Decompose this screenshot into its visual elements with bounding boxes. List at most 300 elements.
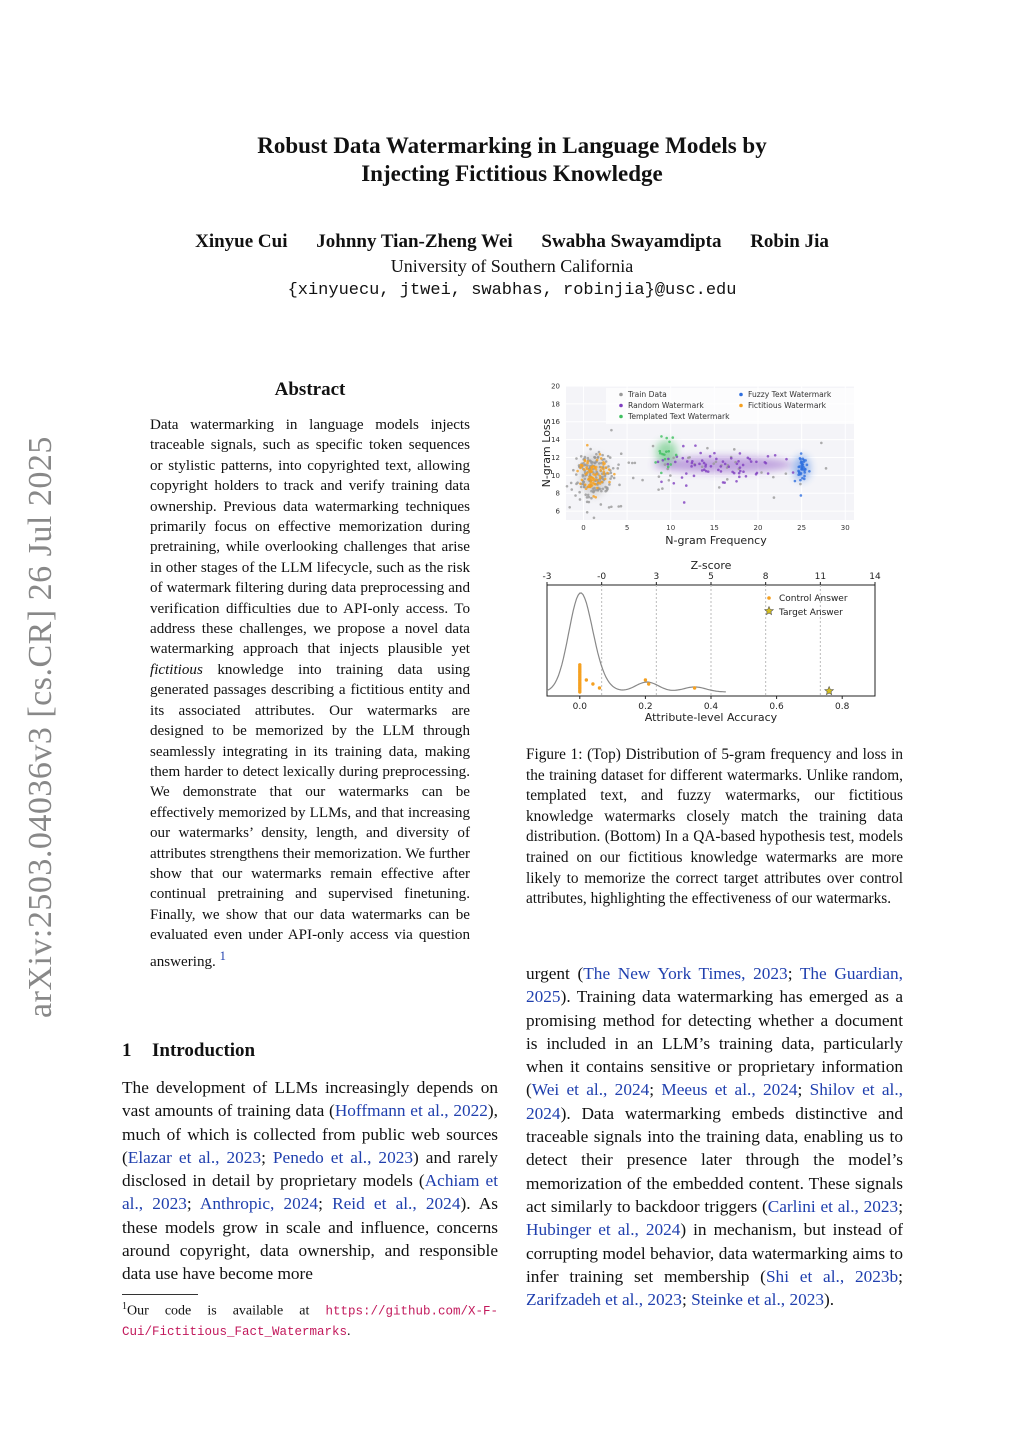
data-point	[704, 463, 707, 466]
data-point	[587, 457, 590, 460]
data-point	[665, 437, 668, 440]
x-tick-label: 0.6	[769, 702, 784, 712]
citation-link[interactable]: Hubinger et al., 2024	[526, 1220, 681, 1240]
y-tick-label: 16	[551, 418, 560, 427]
data-point	[772, 476, 775, 479]
data-point	[660, 435, 663, 438]
data-point	[594, 456, 597, 459]
data-point	[599, 488, 602, 491]
data-point	[590, 497, 593, 500]
data-point	[738, 476, 741, 479]
citation-link[interactable]: Zarifzadeh et al., 2023	[526, 1290, 682, 1310]
data-point	[596, 479, 599, 482]
data-point	[586, 471, 589, 474]
data-point	[803, 475, 806, 478]
x-tick-label: 30	[840, 524, 850, 532]
data-point	[712, 462, 715, 465]
data-point	[591, 476, 594, 479]
section-heading: 1 Introduction	[122, 1040, 256, 1061]
data-point	[613, 473, 616, 476]
data-point	[599, 469, 602, 472]
x-tick-label: 10	[666, 524, 676, 532]
affiliation: University of Southern California	[390, 256, 634, 276]
data-point	[669, 474, 672, 477]
data-point	[722, 460, 725, 463]
data-point	[755, 460, 758, 463]
data-point	[583, 468, 586, 471]
control-point	[693, 686, 696, 689]
data-point	[657, 461, 660, 464]
data-point	[718, 486, 721, 489]
footnote: $^1$Our code is available at https://github.com/X-F-Cui/Fictitious_Fact_Watermarks.	[122, 1301, 498, 1339]
footnote-ref[interactable]: 1	[219, 948, 226, 963]
y-tick-label: 8	[555, 489, 560, 498]
data-point	[706, 447, 709, 450]
data-point	[664, 458, 667, 461]
control-point	[598, 686, 601, 689]
author-emails: {xinyuecu, jtwei, swabhas, robinjia}@usc.edu	[287, 281, 737, 300]
control-point	[647, 682, 650, 685]
zscore-tick-label: 3	[653, 572, 660, 582]
data-point	[596, 459, 599, 462]
data-point	[593, 516, 596, 519]
data-point	[672, 456, 675, 459]
footnote-rule	[122, 1294, 198, 1295]
data-point	[668, 479, 671, 482]
data-point	[598, 451, 601, 454]
data-point	[582, 475, 585, 478]
data-point	[604, 478, 607, 481]
citation-link[interactable]: Reid et al., 2024	[332, 1194, 461, 1214]
data-point	[719, 465, 722, 468]
data-point	[683, 501, 686, 504]
data-point	[609, 456, 612, 459]
data-point	[701, 465, 704, 468]
data-point	[717, 469, 720, 472]
author-name: Johnny Tian-Zheng Wei	[316, 231, 513, 252]
data-point	[745, 475, 748, 478]
data-point	[731, 471, 734, 474]
legend-marker	[619, 393, 623, 397]
data-point	[590, 470, 593, 473]
data-point	[800, 466, 803, 469]
control-point	[585, 678, 588, 681]
data-point	[566, 485, 569, 488]
data-point	[797, 470, 800, 473]
data-point	[720, 470, 723, 473]
data-point	[801, 461, 804, 464]
legend-marker	[739, 404, 743, 408]
data-point	[580, 455, 583, 458]
data-point	[610, 429, 613, 432]
data-point	[669, 463, 672, 466]
data-point	[785, 458, 788, 461]
legend-marker	[619, 415, 623, 419]
x-axis-label: N-gram Frequency	[665, 534, 767, 547]
data-point	[572, 469, 575, 472]
legend-marker	[619, 404, 623, 408]
data-point	[613, 477, 616, 480]
data-point	[595, 453, 598, 456]
data-point	[594, 483, 597, 486]
data-point	[602, 468, 605, 471]
data-point	[799, 479, 802, 482]
data-point	[620, 452, 623, 455]
author-list	[0, 231, 1024, 253]
data-point	[685, 472, 688, 475]
data-point	[579, 482, 582, 485]
data-point	[602, 487, 605, 490]
data-point	[589, 448, 592, 451]
data-point	[800, 452, 803, 455]
data-point	[715, 460, 718, 463]
arxiv-identifier: arXiv:2503.04036v3 [cs.CR] 26 Jul 2025	[22, 436, 59, 1018]
data-point	[750, 460, 753, 463]
data-point	[694, 444, 697, 447]
data-point	[585, 487, 588, 490]
citation-link[interactable]: Wei et al., 2024	[531, 1080, 650, 1100]
data-point	[606, 489, 609, 492]
data-point	[601, 454, 604, 457]
legend-marker	[739, 393, 743, 397]
data-point	[685, 484, 688, 487]
data-point	[602, 470, 605, 473]
data-point	[806, 464, 809, 467]
author-name: Swabha Swayamdipta	[541, 231, 722, 252]
zscore-tick-label: -3	[542, 572, 552, 582]
data-point	[576, 470, 579, 473]
data-point	[634, 462, 637, 465]
data-point	[600, 490, 603, 493]
data-point	[686, 460, 689, 463]
data-point	[592, 491, 595, 494]
data-point	[657, 488, 660, 491]
data-point	[612, 467, 615, 470]
x-tick-label: 0.2	[638, 702, 653, 712]
x-tick-label: 0.0	[572, 702, 587, 712]
citation-link[interactable]: The Guardian, 2025	[526, 964, 903, 1007]
data-point	[587, 478, 590, 481]
data-point	[587, 486, 590, 489]
control-point	[578, 663, 581, 666]
data-point	[583, 481, 586, 484]
data-point	[575, 457, 578, 460]
data-point	[799, 473, 802, 476]
data-point	[764, 461, 767, 464]
data-point	[742, 470, 745, 473]
x-tick-label: 0.8	[835, 702, 850, 712]
data-point	[797, 466, 800, 469]
data-point	[578, 491, 581, 494]
data-point	[595, 476, 598, 479]
data-point	[596, 487, 599, 490]
legend-label: Control Answer	[779, 594, 848, 604]
data-point	[803, 469, 806, 472]
data-point	[733, 448, 736, 451]
data-point	[605, 466, 608, 469]
data-point	[584, 460, 587, 463]
legend-label: Random Watermark	[628, 401, 704, 410]
data-point	[661, 487, 664, 490]
y-axis-label: N-gram Loss	[540, 418, 553, 488]
x-tick-label: 5	[624, 524, 630, 532]
data-point	[724, 463, 727, 466]
data-point	[698, 463, 701, 466]
zscore-tick-label: -0	[597, 572, 607, 582]
zscore-tick-label: 11	[814, 572, 827, 582]
data-point	[608, 506, 611, 509]
data-point	[681, 476, 684, 479]
data-point	[688, 456, 691, 459]
data-point	[606, 472, 609, 475]
legend-label: Fictitious Watermark	[748, 401, 826, 410]
data-point	[710, 465, 713, 468]
data-point	[600, 503, 603, 506]
data-point	[703, 468, 706, 471]
data-point	[736, 462, 739, 465]
data-point	[760, 471, 763, 474]
zscore-tick-label: 5	[708, 572, 714, 582]
citation-link[interactable]: Anthropic, 2024	[199, 1194, 319, 1214]
data-point	[592, 495, 595, 498]
data-point	[610, 505, 613, 508]
data-point	[620, 505, 623, 508]
control-point	[591, 682, 594, 685]
data-point	[799, 483, 802, 486]
legend-marker	[767, 596, 771, 600]
data-point	[601, 481, 604, 484]
data-point	[570, 482, 573, 485]
right-column-paragraph: urgent (The New York Times, 2023; The Guardian, 2025). Training data watermarking has emerged as a promising method for detecting whether a document is included in an LLM’s training data, particularly when it contains sensitive or proprietary information (Wei et al., 2024; Meeus et al., 2024; Shilov et al., 2024). Data watermarking embeds distinctive and traceable signals into the training data, enabling us to detect their presence later through the model’s memorization of the embedded content. These signals act similarly to backdoor triggers (Carlini et al., 2023; Hubinger et al., 2024) in mechanism, but instead of corrupting model behavior, data watermarking aims to infer training set membership (Shi et al., 2023b; Zarifzadeh et al., 2023; Steinke et al., 2023).	[526, 964, 904, 1310]
abstract-heading: Abstract	[274, 379, 346, 400]
data-point	[588, 476, 591, 479]
data-point	[820, 442, 823, 445]
data-point	[707, 470, 710, 473]
data-point	[660, 472, 663, 475]
data-point	[667, 466, 670, 469]
data-point	[660, 480, 663, 483]
data-point	[735, 480, 738, 483]
citation-link[interactable]: Achiam et al., 2023	[122, 1171, 498, 1214]
data-point	[608, 468, 611, 471]
data-point	[799, 458, 802, 461]
accuracy-zscore-chart	[536, 556, 881, 728]
data-point	[800, 494, 803, 497]
data-point	[674, 461, 677, 464]
citation-link[interactable]: Carlini et al., 2023	[767, 1196, 899, 1216]
y-tick-label: 18	[551, 400, 560, 409]
data-point	[592, 473, 595, 476]
data-point	[584, 493, 587, 496]
data-point	[713, 452, 716, 455]
ngram-scatter-chart	[538, 380, 868, 552]
data-point	[667, 463, 670, 466]
data-point	[595, 466, 598, 469]
data-point	[808, 470, 811, 473]
x-tick-label: 0.4	[703, 702, 719, 712]
data-point	[709, 455, 712, 458]
data-point	[747, 457, 750, 460]
intro-paragraph: The development of LLMs increasingly depends on vast amounts of training data (Hoffmann et al., 2022), much of which is collected from public web sources (Elazar et al., 2023; Penedo et al., 2023) and rarely disclosed in detail by proprietary models (Achiam et al., 2023; Anthropic, 2024; Reid et al., 2024). As these models grow in scale and influence, concerns around copyright, data ownership, and responsible data use have become more	[122, 1078, 499, 1284]
data-point	[579, 464, 582, 467]
data-point	[574, 494, 577, 497]
zscore-tick-label: 14	[869, 572, 881, 582]
data-point	[652, 445, 655, 448]
data-point	[610, 475, 613, 478]
legend-label: Train Data	[628, 390, 667, 399]
data-point	[726, 478, 729, 481]
density-curve	[547, 593, 726, 692]
citation-link[interactable]: Steinke et al., 2023	[691, 1290, 825, 1310]
data-point	[694, 464, 697, 467]
data-point	[597, 456, 600, 459]
citation-link[interactable]: Elazar et al., 2023	[127, 1147, 262, 1167]
data-point	[785, 472, 788, 475]
data-point	[690, 465, 693, 468]
top-axis-label: Z-score	[690, 559, 732, 572]
data-point	[654, 461, 657, 464]
data-point	[597, 482, 600, 485]
citation-link[interactable]: The New York Times, 2023	[583, 964, 788, 983]
data-point	[579, 467, 582, 470]
data-point	[599, 453, 602, 456]
x-tick-label: 15	[709, 524, 719, 532]
data-point	[591, 461, 594, 464]
data-point	[675, 454, 678, 457]
citation-link[interactable]: Shi et al., 2023b	[765, 1266, 899, 1286]
data-point	[627, 461, 630, 464]
data-point	[589, 459, 592, 462]
data-point	[767, 472, 770, 475]
data-point	[742, 464, 745, 467]
data-point	[586, 511, 589, 514]
data-point	[672, 482, 675, 485]
data-point	[681, 457, 684, 460]
data-point	[600, 466, 603, 469]
data-point	[587, 494, 590, 497]
data-point	[596, 472, 599, 475]
data-point	[794, 480, 797, 483]
zscore-tick-label: 8	[762, 572, 769, 582]
data-point	[603, 473, 606, 476]
x-tick-label: 20	[753, 524, 763, 532]
data-point	[739, 452, 742, 455]
y-tick-label: 14	[551, 436, 560, 445]
data-point	[618, 484, 621, 487]
data-point	[802, 463, 805, 466]
data-point	[584, 483, 587, 486]
data-point	[570, 488, 573, 491]
data-point	[701, 459, 704, 462]
data-point	[665, 450, 668, 453]
data-point	[682, 445, 685, 448]
data-point	[658, 450, 661, 453]
data-point	[604, 486, 607, 489]
data-point	[588, 496, 591, 499]
data-point	[586, 444, 589, 447]
data-point	[664, 463, 667, 466]
data-point	[590, 485, 593, 488]
legend-label: Fuzzy Text Watermark	[748, 390, 832, 399]
data-point	[667, 450, 670, 453]
y-tick-label: 12	[551, 453, 560, 462]
data-point	[631, 462, 634, 465]
data-point	[737, 460, 740, 463]
data-point	[671, 436, 674, 439]
data-point	[609, 477, 612, 480]
data-point	[590, 481, 593, 484]
data-point	[581, 479, 584, 482]
data-point	[586, 501, 589, 504]
data-point	[825, 467, 828, 470]
data-point	[608, 483, 611, 486]
data-point	[602, 463, 605, 466]
citation-link[interactable]: Shilov et al., 2024	[526, 1080, 903, 1123]
data-point	[792, 471, 795, 474]
data-point	[586, 460, 589, 463]
y-tick-label: 6	[555, 507, 560, 516]
citation-link[interactable]: Penedo et al., 2023	[272, 1147, 413, 1167]
author-name: Robin Jia	[750, 231, 829, 252]
data-point	[739, 466, 742, 469]
data-point	[699, 452, 702, 455]
data-point	[598, 462, 601, 465]
y-tick-label: 20	[551, 382, 560, 391]
data-point	[804, 459, 807, 462]
data-point	[607, 465, 610, 468]
code-url-link[interactable]: https://github.com/X-F-Cui/Fictitious_Fact_Watermarks	[122, 1304, 498, 1339]
data-point	[727, 465, 730, 468]
data-point	[773, 496, 776, 499]
data-point	[803, 478, 806, 481]
figure-caption: Figure 1: (Top) Distribution of 5-gram frequency and loss in the training dataset for different watermarks. Unlike random, templated text, and fuzzy watermarks, our fictitious knowledge watermarks closely match the training data distribution. (Bottom) In a QA-based hypothesis test, models trained on our fictitious knowledge watermarks are more likely to memorize the correct target attributes over control attributes, highlighting the effectiveness of our watermarks.	[526, 746, 903, 908]
data-point	[586, 468, 589, 471]
data-point	[730, 457, 733, 460]
data-point	[597, 489, 600, 492]
data-point	[580, 486, 583, 489]
control-point	[644, 678, 647, 681]
data-point	[600, 457, 603, 460]
data-point	[739, 470, 742, 473]
data-point	[668, 440, 671, 443]
paper-title: Robust Data Watermarking in Language Models by Injecting Fictitious Knowledge	[257, 133, 767, 186]
abstract-body: Data watermarking in language models injects traceable signals, such as specific token sequences or stylistic patterns, into copyrighted text, allowing copyright holders to track and verify training data ownership. Previous data watermarking techniques primarily focus on effective memorization during pretraining, while overlooking challenges that arise in other stages of the LLM lifecycle, such as the risk of watermark filtering during data preprocessing and verification difficulties due to API-only access. To address these challenges, we propose a novel data watermarking approach that injects plausible yet fictitious knowledge into training data using generated passages describing a fictitious entity and its associated attributes. Our watermarks are designed to be memorized by the LLM through seamlessly integrating in its training data, making them harder to detect lexically during preprocessing. We demonstrate that our watermarks can be effectively memorized by LLMs, and that increasing our watermarks’ density, length, and diversity of attributes strengthens their memorization. We further show that our watermarks remain effective after continual pretraining and supervised finetuning. Finally, we show that our data watermarks can be evaluated even under API-only access via question answering. $^1$	[150, 417, 470, 970]
data-point	[641, 479, 644, 482]
target-star	[825, 687, 834, 695]
data-point	[610, 472, 613, 475]
x-tick-label: 25	[797, 524, 807, 532]
citation-link[interactable]: Hoffmann et al., 2022	[334, 1101, 488, 1121]
data-point	[632, 477, 635, 480]
data-point	[592, 465, 595, 468]
data-point	[568, 506, 571, 509]
y-tick-label: 10	[551, 471, 560, 480]
data-point	[595, 468, 598, 471]
data-point	[755, 473, 758, 476]
data-point	[774, 454, 777, 457]
data-point	[723, 481, 726, 484]
data-point	[599, 475, 602, 478]
data-point	[616, 467, 619, 470]
data-point	[576, 481, 579, 484]
data-point	[608, 481, 611, 484]
citation-link[interactable]: Meeus et al., 2024	[661, 1080, 798, 1100]
data-point	[583, 477, 586, 480]
data-point	[663, 453, 666, 456]
data-point	[715, 458, 718, 461]
legend-label: Target Answer	[779, 608, 843, 618]
data-point	[575, 473, 578, 476]
